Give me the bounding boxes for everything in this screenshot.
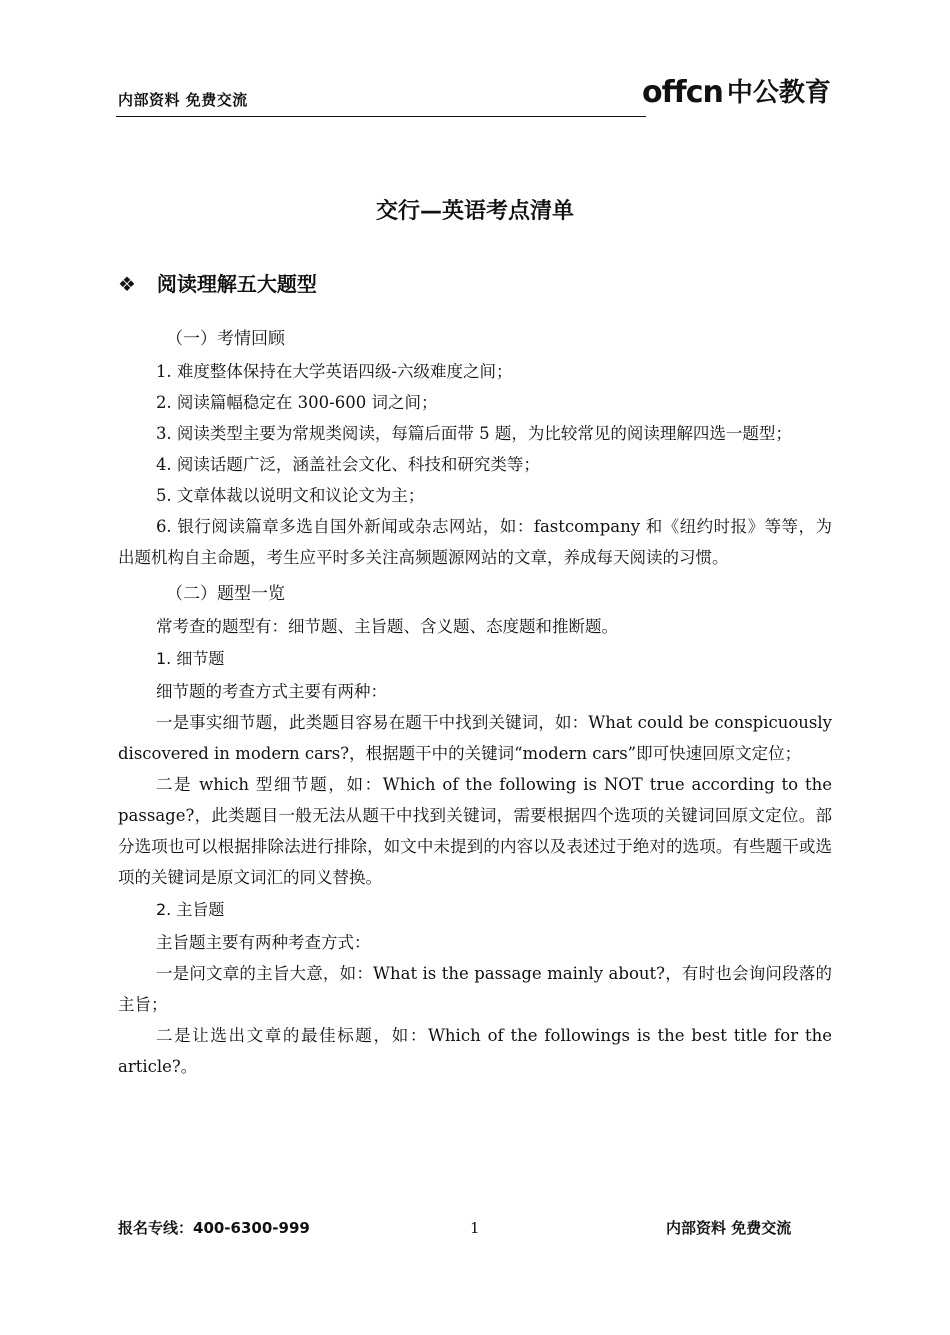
main-idea-heading: 2. 主旨题: [156, 900, 225, 919]
footer-hotline: 报名专线：400-6300-999: [118, 1219, 310, 1237]
section-heading-text: 阅读理解五大题型: [156, 272, 317, 296]
detail-heading: 1. 细节题: [156, 649, 225, 668]
diamond-bullet-icon: ❖: [118, 272, 136, 296]
list-item: 1. 难度整体保持在大学英语四级-六级难度之间；: [155, 362, 513, 381]
document-body: [118, 322, 832, 1082]
list-item: 6. 银行阅读篇章多选自国外新闻或杂志网站，如：fastcompany 和《纽约时报》等等，为出题机构自主命题，考生应平时多关注高频题源网站的文章，养成每天阅读的习惯。: [118, 517, 832, 567]
list-item: 5. 文章体裁以说明文和议论文为主；: [155, 486, 425, 505]
list-item: 3. 阅读类型主要为常规类阅读，每篇后面带 5 题，为比较常见的阅读理解四选一题型；: [155, 424, 792, 443]
list-item: 2. 阅读篇幅稳定在 300-600 词之间；: [155, 393, 438, 412]
logo-chinese: 中公教育: [726, 78, 831, 108]
part2-heading: （二）题型一览: [166, 584, 285, 604]
document-title: 交行—英语考点清单: [375, 199, 574, 224]
brand-logo: [642, 76, 831, 110]
footer-right-text: 内部资料 免费交流: [666, 1219, 792, 1237]
header-left-text: 内部资料 免费交流: [118, 91, 248, 109]
logo-english: offcn: [642, 75, 723, 110]
detail-intro: 细节题的考查方式主要有两种：: [155, 682, 387, 701]
part1-heading: （一）考情回顾: [166, 329, 285, 349]
main-idea-intro: 主旨题主要有两种考查方式：: [155, 933, 371, 952]
detail-paragraph: 二是 which 型细节题，如：Which of the following is NOT true according to the passage?，此类题目一般无法从题干中找到关键词，需要根据四个选项的关键词回原文定位。部分选项也可以根据排除法进行排除，如文中未提到的内容以及表述过于绝对的选项。有些题干或选项的关键词是原文词汇的同义替换。: [118, 775, 832, 887]
list-item: 4. 阅读话题广泛，涵盖社会文化、科技和研究类等；: [155, 455, 540, 474]
detail-paragraph: 一是事实细节题，此类题目容易在题干中找到关键词，如：What could be conspicuously discovered in modern cars?，根据题干中的关键词“modern cars”即可快速回原文定位；: [118, 713, 832, 763]
page-number: 1: [470, 1219, 480, 1237]
section-heading: [118, 268, 317, 297]
main-idea-paragraph: 二是让选出文章的最佳标题，如：Which of the followings is the best title for the article?。: [118, 1026, 832, 1076]
main-idea-paragraph: 一是问文章的主旨大意，如：What is the passage mainly about?，有时也会询问段落的主旨；: [118, 964, 832, 1014]
part2-intro: 常考查的题型有：细节题、主旨题、含义题、态度题和推断题。: [155, 617, 618, 636]
header-rule: [116, 116, 646, 117]
